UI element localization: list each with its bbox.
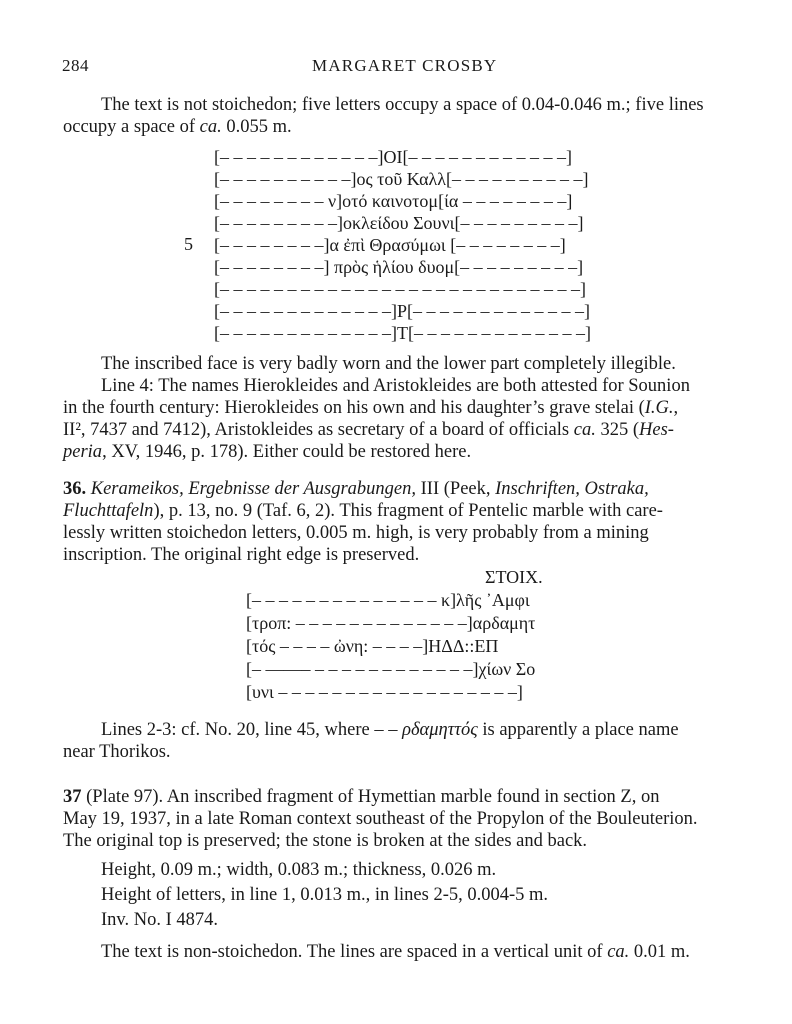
para3-line2: near Thorikos. <box>63 742 171 762</box>
running-title: MARGARET CROSBY <box>312 56 498 75</box>
inscription-1-line: [– – – – – – – – – – – – –]Τ[– – – – – – – – – – – – –] <box>214 323 591 343</box>
inscription-2-line: [υνι – – – – – – – – – – – – – – – – – –] <box>246 682 523 702</box>
entry36-line4: inscription. The original right edge is preserved. <box>63 545 420 565</box>
entry37-inventory: Inv. No. I 4874. <box>101 910 218 930</box>
inscription-1-line: [– – – – – – – – – – – –]ΟΙ[– – – – – – – – – – – –] <box>214 147 572 167</box>
inscription-1 <box>214 146 591 344</box>
entry36-line2: Fluchttafeln), p. 13, no. 9 (Taf. 6, 2). This fragment of Pentelic marble with care- <box>63 501 663 521</box>
inscription-1-line: [– – – – – – – – –]οκλείδου Σουνι[– – – – – – – – –] <box>214 213 584 233</box>
para2-line3: in the fourth century: Hierokleides on his own and his daughter’s grave stelai (I.G., <box>63 398 679 418</box>
para3-line1: Lines 2-3: cf. No. 20, line 45, where – – ρδαμηττός is apparently a place name <box>101 720 679 740</box>
entry37-line2: May 19, 1937, in a late Roman context southeast of the Propylon of the Bouleuterion. <box>63 809 698 829</box>
inscription-1-line: [– – – – – – – – ν]οτό καινοτομ[ία – – – – – – – –] <box>214 191 573 211</box>
inscription-1-line: [– – – – – – – –]α ἐπὶ Θρασύμωι [– – – – – – – –] <box>214 235 566 255</box>
inscription-2-line: [– ——– – – – – – – – – – – – –]χίων Σο <box>246 659 536 679</box>
inscription-2 <box>246 589 535 704</box>
entry37-line3: The original top is preserved; the stone is broken at the sides and back. <box>63 831 588 851</box>
entry37-dimensions: Height, 0.09 m.; width, 0.083 m.; thickness, 0.026 m. <box>101 860 497 880</box>
entry37-letter-height: Height of letters, in line 1, 0.013 m., in lines 2-5, 0.004-5 m. <box>101 885 549 905</box>
inscription-2-line: [τός – – – – ὠνη: – – – –]ΗΔΔ::ΕΠ <box>246 636 499 656</box>
entry36-line1: 36. Kerameikos, Ergebnisse der Ausgrabungen, III (Peek, Inschriften, Ostraka, <box>63 479 649 499</box>
page-number: 284 <box>62 56 89 75</box>
line-number-5: 5 <box>184 234 193 254</box>
para2-line5: peria, XV, 1946, p. 178). Either could be restored here. <box>63 442 472 462</box>
inscription-1-line: [– – – – – – – – – – – – – – – – – – – – – – – – – – –] <box>214 279 586 299</box>
entry37-line1: 37 (Plate 97). An inscribed fragment of Hymettian marble found in section Ζ, on <box>63 787 660 807</box>
inscription-2-line: [– – – – – – – – – – – – – – κ]λῆς ᾿Αμφι <box>246 590 530 610</box>
inscription-1-line: [– – – – – – – – – – – – –]Ρ[– – – – – – – – – – – – –] <box>214 301 590 321</box>
para2-line4: II², 7437 and 7412), Aristokleides as secretary of a board of officials ca. 325 (Hes- <box>63 420 674 440</box>
inscription-1-line: [– – – – – – – – – –]ος τοῦ Καλλ[– – – – – – – – – –] <box>214 169 589 189</box>
stoich-label: ΣΤΟΙΧ. <box>485 567 543 587</box>
entry36-line3: lessly written stoichedon letters, 0.005 m. high, is very probably from a mining <box>63 523 649 543</box>
inscription-2-line: [τροπ: – – – – – – – – – – – – –]αρδαμητ <box>246 613 536 633</box>
para2-line2: Line 4: The names Hierokleides and Aristokleides are both attested for Sounion <box>101 376 690 396</box>
entry37-number: 37 <box>63 787 82 807</box>
para2-line1: The inscribed face is very badly worn and the lower part completely illegible. <box>101 354 676 374</box>
para1-line1: The text is not stoichedon; five letters occupy a space of 0.04-0.046 m.; five lines <box>101 95 704 115</box>
para1-line2: occupy a space of ca. 0.055 m. <box>63 117 292 137</box>
entry36-number: 36. <box>63 479 87 499</box>
entry37-last-line: The text is non-stoichedon. The lines are spaced in a vertical unit of ca. 0.01 m. <box>101 942 690 962</box>
inscription-1-line: [– – – – – – – –] πρὸς ἡλίου δυομ[– – – – – – – – –] <box>214 257 584 277</box>
